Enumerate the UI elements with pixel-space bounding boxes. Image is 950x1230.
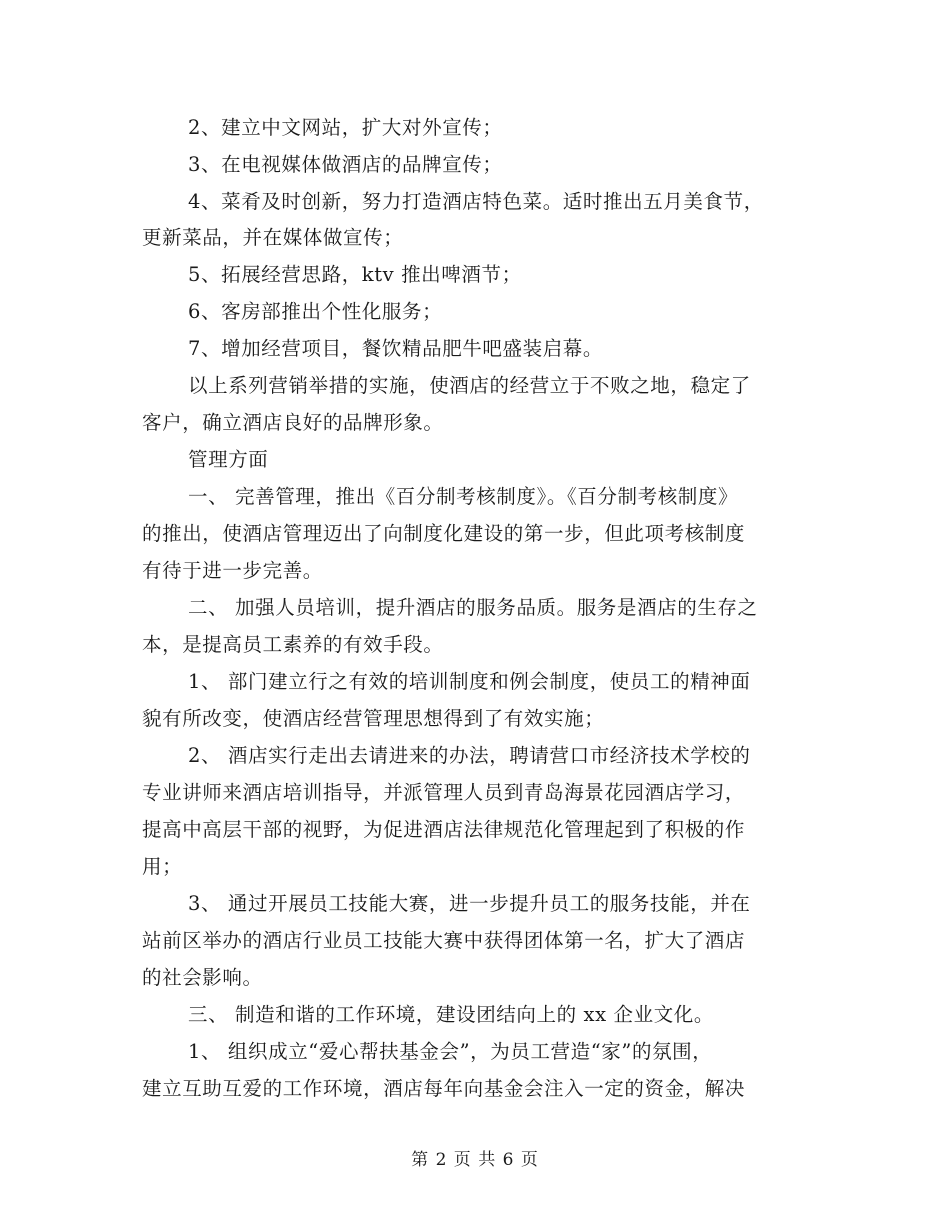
text-line: 3、在电视媒体做酒店的品牌宣传； <box>188 153 503 176</box>
text-line: 的推出，使酒店管理迈出了向制度化建设的第一步，但此项考核制度 <box>142 522 746 545</box>
text-line: 2、建立中文网站，扩大对外宣传； <box>188 116 503 139</box>
text-line: 有待于进一步完善。 <box>142 559 323 582</box>
text-line: 6、客房部推出个性化服务； <box>188 300 443 323</box>
text-line: 以上系列营销举措的实施，使酒店的经营立于不败之地，稳定了 <box>188 374 751 397</box>
text-line: 3、 通过开展员工技能大赛，进一步提升员工的服务技能，并在 <box>188 892 751 915</box>
text-line: 二、 加强人员培训，提升酒店的服务品质。服务是酒店的生存之 <box>188 596 758 619</box>
text-line: 用； <box>142 855 183 878</box>
text-line: 貌有所改变，使酒店经营管理思想得到了有效实施； <box>142 707 605 730</box>
text-line: 7、增加经营项目，餐饮精品肥牛吧盛装启幕。 <box>188 337 604 360</box>
text-line: 站前区举办的酒店行业员工技能大赛中获得团体第一名，扩大了酒店 <box>142 929 746 952</box>
text-line: 4、菜肴及时创新，努力打造酒店特色菜。适时推出五月美食节， <box>188 190 764 213</box>
text-line: 客户，确立酒店良好的品牌形象。 <box>142 411 444 434</box>
text-line: 提高中高层干部的视野，为促进酒店法律规范化管理起到了积极的作 <box>142 818 746 841</box>
text-line: 的社会影响。 <box>142 966 263 989</box>
page-number-footer: 第 2 页 共 6 页 <box>411 1150 539 1170</box>
text-line: 建立互助互爱的工作环境，酒店每年向基金会注入一定的资金，解决 <box>142 1077 746 1100</box>
text-line: 一、 完善管理，推出《百分制考核制度》。《百分制考核制度》 <box>188 485 739 508</box>
text-line: 更新菜品，并在媒体做宣传； <box>142 226 404 249</box>
text-line: 本，是提高员工素养的有效手段。 <box>142 633 444 656</box>
text-line: 三、 制造和谐的工作环境，建设团结向上的 xx 企业文化。 <box>188 1003 714 1026</box>
text-line: 1、 部门建立行之有效的培训制度和例会制度，使员工的精神面 <box>188 670 751 693</box>
text-line: 2、 酒店实行走出去请进来的办法，聘请营口市经济技术学校的 <box>188 744 751 767</box>
section-heading: 管理方面 <box>188 448 269 471</box>
text-line: 专业讲师来酒店培训指导，并派管理人员到青岛海景花园酒店学习， <box>142 781 746 804</box>
text-line: 1、 组织成立“爱心帮扶基金会”，为员工营造“家”的氛围， <box>188 1040 713 1063</box>
text-line: 5、拓展经营思路，ktv 推出啤酒节； <box>188 263 522 286</box>
